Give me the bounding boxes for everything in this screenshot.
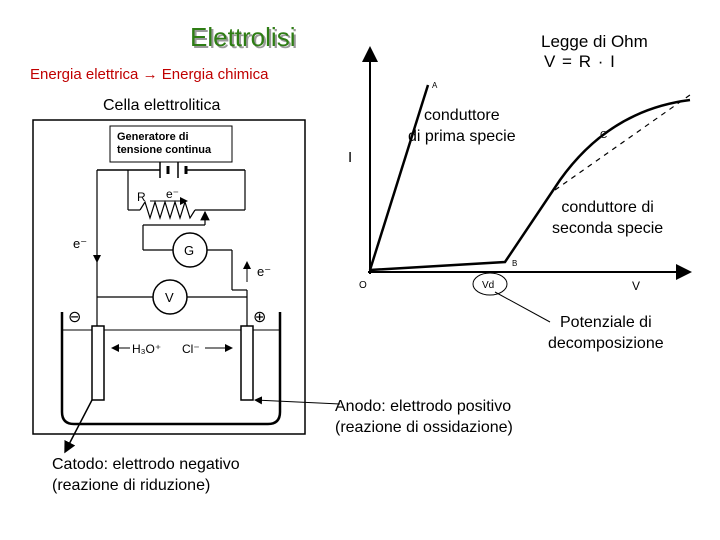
decomp-line-1: Potenziale di	[560, 314, 652, 331]
electron-label-left: e⁻	[73, 236, 88, 251]
cell-title: Cella elettrolitica	[103, 97, 221, 114]
decomposition-potential-label	[548, 312, 664, 354]
first-kind-conductor-label	[408, 105, 516, 147]
cathode-label	[52, 454, 240, 496]
y-axis-label: I	[348, 149, 353, 166]
first-kind-line-1: conduttore	[424, 107, 500, 124]
subtitle-left: Energia elettrica	[30, 66, 139, 83]
page-title: Elettrolisi	[190, 22, 296, 52]
x-axis-label: V	[632, 279, 641, 293]
second-kind-conductor-label	[552, 197, 663, 239]
voltmeter-label: V	[165, 290, 174, 305]
second-kind-line-1: conduttore di	[561, 199, 654, 216]
cation-label: H₃O⁺	[132, 342, 162, 356]
generator-label-2: tensione continua	[117, 144, 212, 156]
iv-graph	[348, 48, 690, 295]
minus-sign: ⊖	[68, 307, 82, 326]
second-kind-dashed	[555, 95, 690, 190]
electron-label-right: e⁻	[257, 264, 272, 279]
cathode-line-2: (reazione di riduzione)	[52, 477, 211, 494]
generator-label-1: Generatore di	[117, 131, 189, 143]
ohm-law-formula: V = R · I	[544, 52, 616, 71]
vd-label: Vd	[482, 280, 495, 291]
energy-conversion-subtitle	[30, 66, 268, 83]
pointer-decomp	[495, 292, 550, 322]
plus-sign: ⊕	[253, 307, 267, 326]
battery-symbol	[97, 162, 245, 178]
anode-electrode	[241, 326, 253, 400]
first-kind-line-2: di prima specie	[408, 128, 516, 145]
cell-figure	[33, 120, 305, 434]
electron-label-top: e⁻	[166, 187, 180, 201]
anode-line-2: (reazione di ossidazione)	[335, 419, 513, 436]
cathode-electrode	[92, 326, 104, 400]
anode-label	[335, 396, 513, 438]
origin-label: O	[359, 280, 367, 291]
subtitle-right: Energia chimica	[161, 66, 269, 83]
galvanometer-label: G	[184, 243, 195, 258]
second-kind-line-2: seconda specie	[552, 220, 664, 237]
resistor-label: R	[137, 190, 146, 204]
ohm-law-title: Legge di Ohm	[541, 32, 648, 51]
point-b-label: B	[512, 259, 518, 268]
right-arrow-icon: →	[142, 66, 158, 83]
point-a-label: A	[432, 81, 438, 90]
cathode-line-1: Catodo: elettrodo negativo	[52, 456, 240, 473]
anode-line-1: Anodo: elettrodo positivo	[335, 398, 512, 415]
anion-label: Cl⁻	[182, 342, 200, 356]
decomp-line-2: decomposizione	[548, 335, 664, 352]
pointer-anode	[255, 400, 340, 404]
pointer-cathode	[65, 400, 92, 452]
point-c-label: C	[600, 130, 608, 141]
